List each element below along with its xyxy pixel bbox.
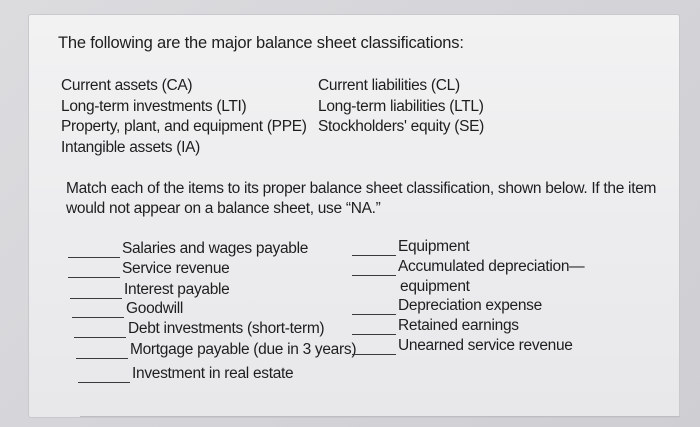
classification-long-term-liabilities: Long-term liabilities (LTL) — [318, 97, 484, 115]
answer-blank[interactable] — [74, 323, 126, 338]
item-label: Equipment — [398, 238, 470, 255]
page-edge-divider — [80, 416, 680, 417]
item-label: Debt investments (short-term) — [128, 320, 325, 337]
item-label: Service revenue — [122, 260, 230, 277]
item-label: Goodwill — [126, 300, 184, 317]
classifications-left — [61, 76, 307, 158]
instructions-line-1: Match each of the items to its proper balance sheet classification, shown below. If the item — [66, 180, 657, 197]
list-item — [70, 281, 230, 299]
item-label-continuation: equipment — [400, 278, 470, 295]
classification-long-term-investments: Long-term investments (LTI) — [61, 97, 247, 115]
classification-stockholders-equity: Stockholders' equity (SE) — [318, 118, 485, 135]
answer-blank[interactable] — [352, 241, 396, 256]
list-item — [352, 337, 573, 355]
item-label: Mortgage payable (due in 3 years) — [130, 341, 357, 358]
item-label: Accumulated depreciation— — [398, 258, 585, 275]
list-item — [68, 240, 308, 258]
list-item — [76, 341, 356, 359]
list-item — [352, 317, 519, 335]
classification-intangible-assets: Intangible assets (IA) — [61, 138, 201, 156]
answer-blank[interactable] — [352, 261, 396, 276]
item-label: Interest payable — [124, 281, 230, 298]
item-label: Depreciation expense — [398, 297, 542, 314]
list-item — [68, 260, 230, 278]
classification-ppe: Property, plant, and equipment (PPE) — [61, 118, 307, 135]
answer-blank[interactable] — [68, 263, 120, 278]
item-label: Retained earnings — [398, 317, 519, 334]
instructions-line-2: would not appear on a balance sheet, use “NA.” — [66, 200, 381, 217]
list-item — [352, 297, 542, 315]
answer-blank[interactable] — [70, 284, 122, 299]
list-item — [72, 300, 183, 318]
item-label: Investment in real estate — [132, 365, 294, 382]
answer-blank[interactable] — [72, 303, 124, 318]
answer-blank[interactable] — [78, 368, 130, 383]
answer-blank[interactable] — [352, 340, 396, 355]
classification-current-liabilities: Current liabilities (CL) — [318, 77, 460, 94]
classifications-right — [318, 76, 484, 138]
item-label: Salaries and wages payable — [122, 240, 309, 257]
classification-current-assets: Current assets (CA) — [61, 77, 193, 94]
answer-blank[interactable] — [68, 243, 120, 258]
answer-blank[interactable] — [352, 300, 396, 315]
instructions — [66, 179, 666, 219]
item-label: Unearned service revenue — [398, 337, 573, 354]
answer-blank[interactable] — [76, 344, 128, 359]
list-item — [352, 258, 584, 276]
answer-blank[interactable] — [352, 320, 396, 335]
list-item — [352, 238, 469, 256]
intro-text: The following are the major balance sheet classifications: — [58, 34, 464, 52]
list-item — [74, 320, 324, 338]
list-item — [78, 365, 293, 383]
